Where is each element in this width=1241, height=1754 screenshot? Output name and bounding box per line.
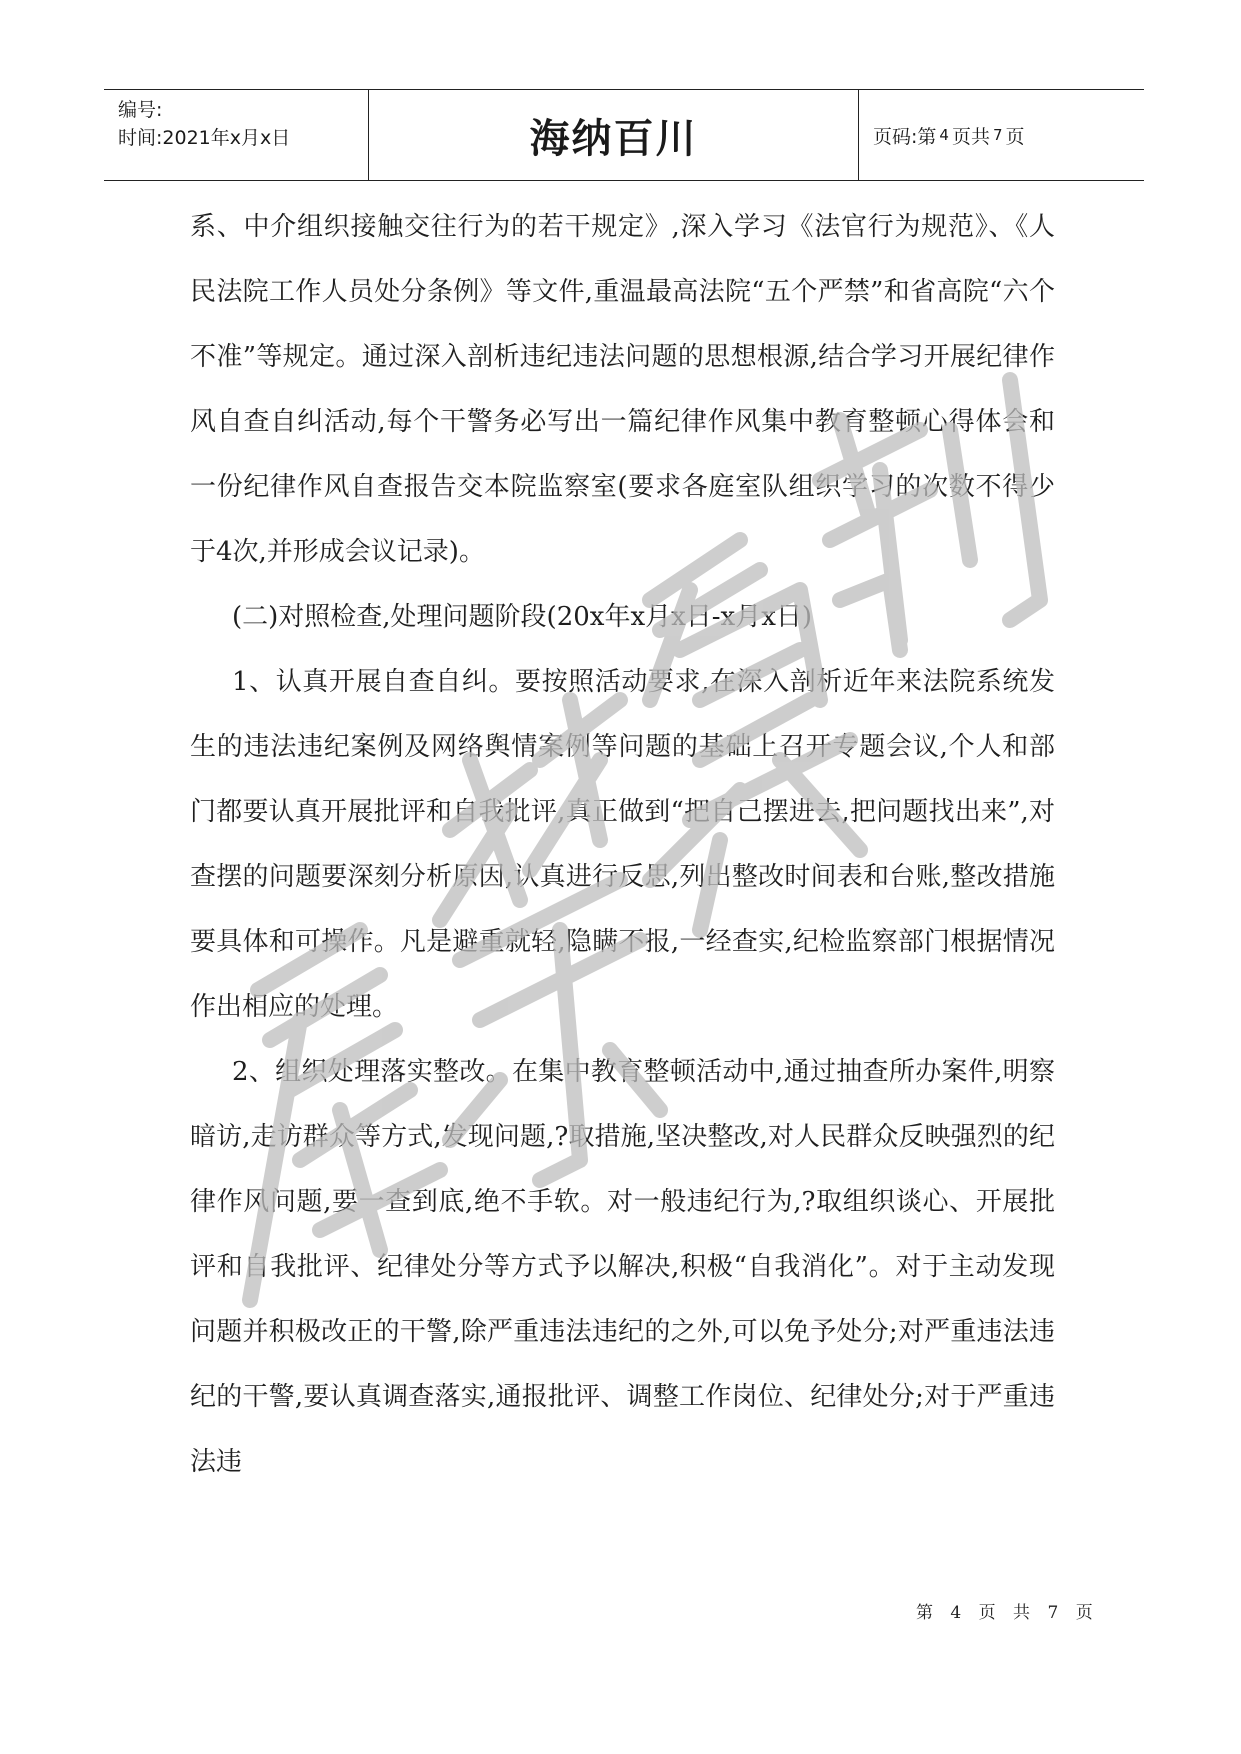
body-paragraph: 系、中介组织接触交往行为的若干规定》,深入学习《法官行为规范》、《人民法院工作人员处分条例》等文件,重温最高法院“五个严禁”和省高院“六个不准”等规定。通过深入剖析违纪违法问题的思想根源,结合学习开展纪律作风自查自纠活动,每个干警务必写出一篇纪律作风集中教育整顿心得体会和一份纪律作风自查报告交本院监察室(要求各庭室队组织学习的次数不得少于4次,并形成会议记录)。 xyxy=(190,212,1055,567)
header-page-suffix: 页 xyxy=(1005,125,1025,148)
header-brand: 海纳百川 xyxy=(369,90,859,180)
header-page-total: 7 xyxy=(992,126,1003,144)
footer-suffix: 页 xyxy=(1075,1603,1099,1623)
body-paragraph: 2、组织处理落实整改。在集中教育整顿活动中,通过抽查所办案件,明察暗访,走访群众等方式,发现问题,?取措施,坚决整改,对人民群众反映强烈的纪律作风问题,要一查到底,绝不手软。对一般违纪行为,?取组织谈心、开展批评和自我批评、纪律处分等方式予以解决,积极“自我消化”。对于主动发现问题并积极改正的干警,除严重违法违纪的之外,可以免予处分;对严重违法违纪的干警,要认真调查落实,通报批评、调整工作岗位、纪律处分;对于严重违法违 xyxy=(190,1057,1055,1477)
document-body xyxy=(190,195,1055,1495)
footer-current-page: 4 xyxy=(950,1603,968,1623)
header-meta xyxy=(104,90,369,180)
document-time-label: 时间:2021年x月x日 xyxy=(118,127,291,149)
header-page-mid: 页共 xyxy=(951,125,990,148)
footer-prefix: 第 xyxy=(916,1603,939,1623)
header-page-current: 4 xyxy=(939,126,949,144)
footer-mid: 页 共 xyxy=(978,1603,1037,1623)
header-page-indicator xyxy=(859,90,1144,180)
page-footer xyxy=(916,1598,1099,1623)
header-page-prefix: 页码:第 xyxy=(873,125,937,148)
body-paragraph: 1、认真开展自查自纠。要按照活动要求,在深入剖析近年来法院系统发生的违法违纪案例及网络舆情案例等问题的基础上召开专题会议,个人和部门都要认真开展批评和自我批评,真正做到“把自己摆进去,把问题找出来”,对查摆的问题要深刻分析原因,认真进行反思,列出整改时间表和台账,整改措施要具体和可操作。凡是避重就轻,隐瞒不报,一经查实,纪检监察部门根据情况作出相应的处理。 xyxy=(190,667,1055,1022)
section-heading: (二)对照检查,处理问题阶段(20x年x月x日-x月x日) xyxy=(232,602,813,632)
document-header xyxy=(104,89,1144,181)
footer-total-pages: 7 xyxy=(1047,1603,1065,1623)
document-number-label: 编号: xyxy=(118,99,163,121)
